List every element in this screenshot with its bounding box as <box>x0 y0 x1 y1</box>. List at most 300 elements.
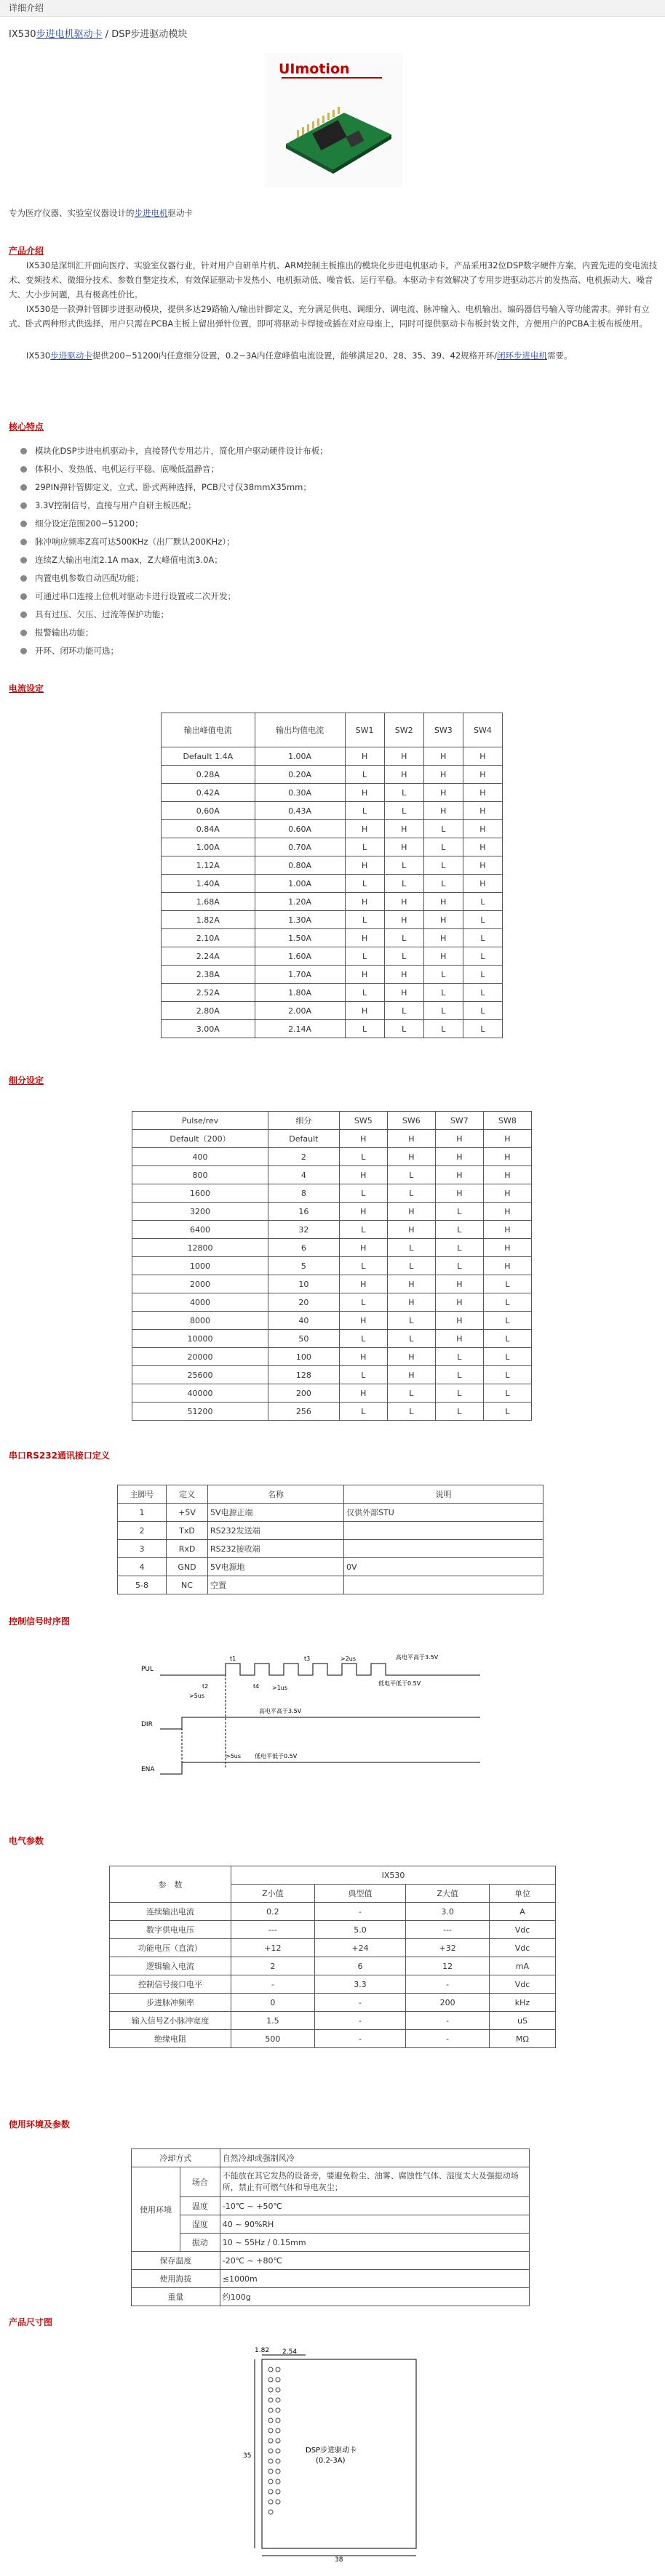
table-cell: 5V电源地 <box>208 1558 344 1576</box>
col-sw6: SW6 <box>387 1112 435 1130</box>
table-cell: L <box>387 1403 435 1421</box>
table-cell: RS232发送端 <box>208 1522 344 1540</box>
table-row <box>132 1403 532 1421</box>
table-cell: L <box>384 929 423 947</box>
table-cell: 4 <box>118 1558 167 1576</box>
table-cell: 1.50A <box>255 929 345 947</box>
table-row <box>162 802 503 820</box>
table-cell: 20 <box>268 1293 339 1312</box>
table-row <box>162 856 503 875</box>
table-cell: 256 <box>268 1403 339 1421</box>
table-row <box>162 747 503 766</box>
table-cell: H <box>423 947 463 966</box>
table-cell: H <box>435 1330 483 1348</box>
table-cell: H <box>387 1293 435 1312</box>
table-cell: H <box>483 1130 531 1148</box>
intro-paragraph-3 <box>9 348 658 363</box>
section-current: 电流设定 <box>9 683 44 694</box>
feature-item: 脉冲响应频率Z高可达500KHz（出厂默认200KHz）； <box>19 533 328 551</box>
table-cell: 3200 <box>132 1203 268 1221</box>
table-row <box>132 1384 532 1403</box>
table-row <box>132 2234 530 2252</box>
table-cell: 12 <box>406 1957 490 1975</box>
col-microstep: 细分 <box>268 1112 339 1130</box>
feature-item: 报警输出功能； <box>19 624 328 642</box>
section-serial: 串口RS232通讯接口定义 <box>9 1450 110 1461</box>
section-timing: 控制信号时序图 <box>9 1616 71 1626</box>
table-row <box>162 766 503 784</box>
col-def: 定义 <box>167 1485 208 1504</box>
table-cell: 1.68A <box>162 893 255 911</box>
table-cell: 20000 <box>132 1348 268 1366</box>
table-cell: L <box>387 1384 435 1403</box>
hi-note: 高电平高于3.5V <box>396 1654 439 1661</box>
table-cell: 0V <box>344 1558 543 1576</box>
table-cell: L <box>384 1002 423 1020</box>
table-cell: L <box>483 1293 531 1312</box>
table-cell: L <box>345 838 384 856</box>
table-cell: H <box>339 1312 387 1330</box>
table-cell: A <box>489 1903 555 1921</box>
table-cell: 控制信号接口电平 <box>110 1975 231 1994</box>
feature-item: 开环、闭环功能可选； <box>19 642 328 660</box>
intro-prefix: 专为医疗仪器、实验室仪器设计的 <box>9 208 135 218</box>
table-row <box>162 784 503 802</box>
table-cell: 1.12A <box>162 856 255 875</box>
feature-item: 可通过串口连接上位机对驱动卡进行设置或二次开发； <box>19 587 328 606</box>
table-cell: 40 <box>268 1312 339 1330</box>
table-cell: L <box>339 1366 387 1384</box>
table-cell: L <box>463 929 502 947</box>
table-row <box>118 1576 543 1594</box>
table-cell <box>344 1576 543 1594</box>
table-cell: L <box>483 1348 531 1366</box>
table-row <box>132 1257 532 1275</box>
table-cell: 16 <box>268 1203 339 1221</box>
tab-label: 详细介绍 <box>9 3 44 13</box>
table-cell: L <box>463 911 502 929</box>
table-cell: L <box>463 947 502 966</box>
table-cell: 3.3 <box>314 1975 406 1994</box>
table-cell: 25600 <box>132 1366 268 1384</box>
table-cell: 0.30A <box>255 784 345 802</box>
current-table-body <box>162 747 503 1038</box>
table-cell: L <box>345 766 384 784</box>
table-cell: Default 1.4A <box>162 747 255 766</box>
table-cell: H <box>435 1275 483 1293</box>
table-cell: H <box>423 784 463 802</box>
table-cell: H <box>463 838 502 856</box>
table-cell: 10 <box>268 1275 339 1293</box>
dim-top-1: 1.82 <box>255 2347 270 2354</box>
table-cell: H <box>423 747 463 766</box>
col-name: 名称 <box>208 1485 344 1504</box>
table-cell: 1.30A <box>255 911 345 929</box>
table-cell: H <box>384 766 423 784</box>
table-cell: 8000 <box>132 1312 268 1330</box>
table-cell: 2.00A <box>255 1002 345 1020</box>
table-cell: 2000 <box>132 1275 268 1293</box>
ge5us-label-2: >5us <box>226 1753 242 1760</box>
table-cell: --- <box>231 1921 315 1939</box>
table-cell: 12800 <box>132 1239 268 1257</box>
feature-item: 体积小、发热低、电机运行平稳、底噪低温静音； <box>19 460 328 478</box>
table-cell: H <box>483 1184 531 1203</box>
table-row <box>118 1504 543 1522</box>
table-cell: L <box>483 1330 531 1348</box>
table-row <box>132 1366 532 1384</box>
table-cell: RS232接收端 <box>208 1540 344 1558</box>
table-cell: 500 <box>231 2030 315 2048</box>
table-row <box>132 1312 532 1330</box>
table-row <box>132 2149 530 2167</box>
section-microstep: 细分设定 <box>9 1075 44 1086</box>
table-cell: H <box>345 966 384 984</box>
table-cell: H <box>435 1293 483 1312</box>
table-cell: Default（200） <box>132 1130 268 1148</box>
p3-mid: 提供200~51200内任意细分设置，0.2~3A内任意峰值电流设置，能够满足20、28、35、39、42规格开环/ <box>92 350 498 361</box>
table-cell: H <box>483 1239 531 1257</box>
table-cell: H <box>345 820 384 838</box>
board-label-1: DSP步进驱动卡 <box>306 2447 357 2455</box>
table-cell: 0.84A <box>162 820 255 838</box>
table-cell: 0.42A <box>162 784 255 802</box>
table-row <box>132 1239 532 1257</box>
table-cell: H <box>483 1257 531 1275</box>
t1-label: t1 <box>230 1656 236 1662</box>
ge2us-label: >2us <box>341 1656 357 1662</box>
col-sw2: SW2 <box>384 713 423 747</box>
table-cell: - <box>314 2012 406 2030</box>
table-cell: 8 <box>268 1184 339 1203</box>
table-cell: 1600 <box>132 1184 268 1203</box>
table-cell: L <box>435 1384 483 1403</box>
table-cell: L <box>483 1403 531 1421</box>
lo-note-2: 低电平低于0.5V <box>255 1753 298 1760</box>
table-row <box>118 1522 543 1540</box>
microstep-table <box>132 1111 532 1421</box>
p3-link-closed-loop[interactable]: 闭环步进电机 <box>497 350 548 361</box>
table-cell: H <box>463 820 502 838</box>
table-cell: L <box>483 1366 531 1384</box>
table-cell: L <box>483 1384 531 1403</box>
table-cell: L <box>387 1166 435 1184</box>
table-cell: - <box>314 1994 406 2012</box>
table-cell: 5 <box>268 1257 339 1275</box>
table-cell: 绝缘电阻 <box>110 2030 231 2048</box>
table-row <box>132 1221 532 1239</box>
table-cell: L <box>387 1330 435 1348</box>
table-cell: H <box>345 929 384 947</box>
env-value: -10℃ ~ +50℃ <box>220 2197 529 2215</box>
table-cell: Vdc <box>489 1921 555 1939</box>
table-cell: +5V <box>167 1504 208 1522</box>
storage-label: 保存温度 <box>132 2252 220 2270</box>
table-cell: H <box>423 911 463 929</box>
table-cell: H <box>387 1130 435 1148</box>
table-header-row <box>162 713 503 747</box>
logo-text: UImotion <box>279 61 350 77</box>
table-cell: L <box>345 1020 384 1038</box>
t3-label: t3 <box>304 1656 311 1662</box>
table-cell: 0.43A <box>255 802 345 820</box>
table-cell: L <box>345 875 384 893</box>
table-row <box>132 2215 530 2234</box>
env-table <box>131 2148 530 2306</box>
intro-suffix: 驱动卡 <box>167 208 193 218</box>
table-cell: 2 <box>268 1148 339 1166</box>
table-cell: H <box>463 784 502 802</box>
col-sw1: SW1 <box>345 713 384 747</box>
table-cell: 5V电源正端 <box>208 1504 344 1522</box>
env-value: 不能放在其它发热的设备旁，要避免粉尘、油雾、腐蚀性气体、湿度太大及强振动场所，禁止有可燃气体和导电灰尘； <box>220 2167 529 2197</box>
table-cell: - <box>406 2030 490 2048</box>
col-pin: 主脚号 <box>118 1485 167 1504</box>
table-cell: H <box>483 1166 531 1184</box>
col-desc: 说明 <box>344 1485 543 1504</box>
table-cell: L <box>435 1403 483 1421</box>
table-row <box>110 1994 556 2012</box>
section-size: 产品尺寸图 <box>9 2317 53 2327</box>
table-row <box>110 1903 556 1921</box>
table-cell: - <box>314 2030 406 2048</box>
feature-item: 3.3V控制信号，直接与用户自研主板匹配； <box>19 497 328 515</box>
table-header-row <box>118 1485 543 1504</box>
table-cell: L <box>423 820 463 838</box>
table-cell: H <box>345 747 384 766</box>
col-unit: 单位 <box>489 1885 555 1903</box>
section-intro: 产品介绍 <box>9 246 44 256</box>
table-cell: H <box>339 1166 387 1184</box>
table-cell: +12 <box>231 1939 315 1957</box>
table-cell: 2.14A <box>255 1020 345 1038</box>
page-title <box>9 26 187 40</box>
hi-note-2: 高电平高于3.5V <box>259 1708 302 1714</box>
table-row <box>118 1540 543 1558</box>
col-peak-current: 输出峰值电流 <box>162 713 255 747</box>
table-cell: 逻辑输入电流 <box>110 1957 231 1975</box>
table-cell: H <box>345 1002 384 1020</box>
table-cell: L <box>435 1239 483 1257</box>
env-value: 40 ~ 90%RH <box>220 2215 529 2234</box>
table-cell: --- <box>406 1921 490 1939</box>
table-cell: Default <box>268 1130 339 1148</box>
table-cell: H <box>339 1384 387 1403</box>
col-sw4: SW4 <box>463 713 502 747</box>
table-cell: 1.5 <box>231 2012 315 2030</box>
table-row <box>162 1020 503 1038</box>
table-row <box>132 2167 530 2197</box>
section-features: 核心特点 <box>9 422 44 432</box>
table-cell: 1.80A <box>255 984 345 1002</box>
table-cell: H <box>387 1203 435 1221</box>
dim-top-2: 2.54 <box>282 2348 298 2356</box>
pul-waveform <box>160 1664 480 1675</box>
table-cell: L <box>384 947 423 966</box>
lo-note: 低电平低于0.5V <box>378 1680 421 1687</box>
t4-label: t4 <box>253 1683 260 1690</box>
table-cell: L <box>345 911 384 929</box>
table-cell: H <box>435 1130 483 1148</box>
table-cell: L <box>435 1221 483 1239</box>
table-cell: L <box>423 1002 463 1020</box>
table-cell: L <box>463 966 502 984</box>
table-cell: +24 <box>314 1939 406 1957</box>
table-cell: 32 <box>268 1221 339 1239</box>
env-key: 场合 <box>180 2167 220 2197</box>
t2-label: t2 <box>202 1683 209 1690</box>
table-row <box>162 838 503 856</box>
table-cell: H <box>463 802 502 820</box>
table-cell: L <box>463 984 502 1002</box>
intro-link[interactable]: 步进电机 <box>134 208 168 218</box>
cooling-value: 自然冷却或强制风冷 <box>220 2149 529 2167</box>
table-cell: L <box>339 1403 387 1421</box>
table-row <box>110 1957 556 1975</box>
table-row <box>132 1203 532 1221</box>
table-cell: 400 <box>132 1148 268 1166</box>
table-cell: 50 <box>268 1330 339 1348</box>
col-param: 参 数 <box>110 1866 231 1903</box>
table-cell: L <box>339 1330 387 1348</box>
col-avg-current: 输出均值电流 <box>255 713 345 747</box>
table-cell: mA <box>489 1957 555 1975</box>
table-cell: H <box>384 984 423 1002</box>
table-cell: H <box>423 929 463 947</box>
electrical-table-body <box>110 1903 556 2048</box>
cooling-label: 冷却方式 <box>132 2149 220 2167</box>
storage-value: -20℃ ~ +80℃ <box>220 2252 529 2270</box>
table-cell: 40000 <box>132 1384 268 1403</box>
p3-suffix: 需要。 <box>547 350 573 361</box>
table-row <box>162 984 503 1002</box>
table-cell: L <box>435 1348 483 1366</box>
table-cell: kHz <box>489 1994 555 2012</box>
weight-label: 重量 <box>132 2288 220 2306</box>
table-cell <box>344 1540 543 1558</box>
table-cell: H <box>423 802 463 820</box>
table-cell: 1.20A <box>255 893 345 911</box>
table-cell: H <box>387 1275 435 1293</box>
table-cell: 4000 <box>132 1293 268 1312</box>
table-row <box>132 1348 532 1366</box>
table-cell: H <box>387 1221 435 1239</box>
table-cell: 0.80A <box>255 856 345 875</box>
feature-item: 29PIN弹针管脚定义，立式、卧式两种选择，PCB尺寸仅38mmX35mm； <box>19 478 328 497</box>
table-cell: 6 <box>268 1239 339 1257</box>
table-cell: H <box>435 1148 483 1166</box>
table-cell: H <box>345 893 384 911</box>
table-cell: NC <box>167 1576 208 1594</box>
table-row <box>110 2030 556 2048</box>
table-cell: 0.20A <box>255 766 345 784</box>
table-cell: TxD <box>167 1522 208 1540</box>
col-sw5: SW5 <box>339 1112 387 1130</box>
table-cell: H <box>345 784 384 802</box>
table-cell: 0.28A <box>162 766 255 784</box>
table-cell: 3 <box>118 1540 167 1558</box>
table-cell: L <box>463 1020 502 1038</box>
timing-pul-label: PUL <box>141 1666 154 1673</box>
table-cell: 2 <box>118 1522 167 1540</box>
ge1us-label: >1us <box>272 1685 288 1691</box>
table-cell: 步进脉冲频率 <box>110 1994 231 2012</box>
env-key: 温度 <box>180 2197 220 2215</box>
table-header-row <box>110 1866 556 1885</box>
tab-detail[interactable] <box>0 0 665 17</box>
section-electrical: 电气参数 <box>9 1836 44 1846</box>
table-row <box>132 2288 530 2306</box>
table-cell: 2.24A <box>162 947 255 966</box>
table-cell: H <box>384 893 423 911</box>
env-key: 振动 <box>180 2234 220 2252</box>
table-cell: H <box>384 838 423 856</box>
dimension-drawing <box>233 2345 437 2565</box>
table-cell: L <box>339 1293 387 1312</box>
table-cell: 128 <box>268 1366 339 1384</box>
table-cell: L <box>423 966 463 984</box>
table-cell: H <box>384 911 423 929</box>
table-cell: H <box>463 875 502 893</box>
table-cell: 1.82A <box>162 911 255 929</box>
intro-paragraph-1: IX530是深圳汇开面向医疗、实验室仪器行业，针对用户自研单片机、ARM控制主板推出的模块化步进电机驱动卡。产品采用32位DSP数字硬件方案，内置先进的变电流技术、变频技术、微细分技术、参数自整定技术，有效保证驱动卡发热小、电机振动低、噪音低、运行平稳。本驱动卡有效解决了专用步进驱动芯片的发热高、电机振动大、噪音大、大小步问题，具有极高性价比。 <box>9 260 658 300</box>
table-cell: L <box>463 893 502 911</box>
table-cell: L <box>339 1221 387 1239</box>
table-cell: 0.2 <box>231 1903 315 1921</box>
table-cell: L <box>435 1257 483 1275</box>
table-cell: H <box>345 856 384 875</box>
p3-link-drive-card[interactable]: 步进驱动卡 <box>50 350 92 361</box>
table-cell: H <box>463 766 502 784</box>
table-cell: L <box>423 838 463 856</box>
col-sw3: SW3 <box>423 713 463 747</box>
table-row <box>162 893 503 911</box>
table-row <box>132 1184 532 1203</box>
dim-bottom: 38 <box>335 2556 343 2563</box>
table-cell: +32 <box>406 1939 490 1957</box>
table-cell: H <box>435 1312 483 1330</box>
table-cell: H <box>435 1166 483 1184</box>
table-cell: 51200 <box>132 1403 268 1421</box>
microstep-table-body <box>132 1130 532 1421</box>
table-row <box>118 1558 543 1576</box>
table-cell: 6 <box>314 1957 406 1975</box>
table-row <box>110 1921 556 1939</box>
title-link[interactable]: 步进电机驱动卡 <box>36 29 103 40</box>
table-cell: H <box>483 1221 531 1239</box>
env-key: 湿度 <box>180 2215 220 2234</box>
table-cell: 数字供电电压 <box>110 1921 231 1939</box>
feature-item: 连续Z大输出电流2.1A max，Z大峰值电流3.0A； <box>19 551 328 569</box>
table-cell: 功能电压（直流） <box>110 1939 231 1957</box>
use-env-label: 使用环境 <box>132 2167 180 2252</box>
table-row <box>162 1002 503 1020</box>
table-cell: 2.52A <box>162 984 255 1002</box>
table-cell: L <box>339 1148 387 1166</box>
col-max: Z大值 <box>406 1885 490 1903</box>
table-cell: L <box>339 1257 387 1275</box>
table-cell: H <box>387 1348 435 1366</box>
table-cell: L <box>387 1312 435 1330</box>
table-cell: 连续输出电流 <box>110 1903 231 1921</box>
table-cell: L <box>483 1312 531 1330</box>
timing-diagram <box>138 1645 524 1792</box>
dir-waveform <box>160 1717 480 1729</box>
table-cell: H <box>435 1184 483 1203</box>
table-cell: 1.70A <box>255 966 345 984</box>
ge5us-label-1: >5us <box>189 1693 205 1699</box>
table-cell: L <box>423 1020 463 1038</box>
